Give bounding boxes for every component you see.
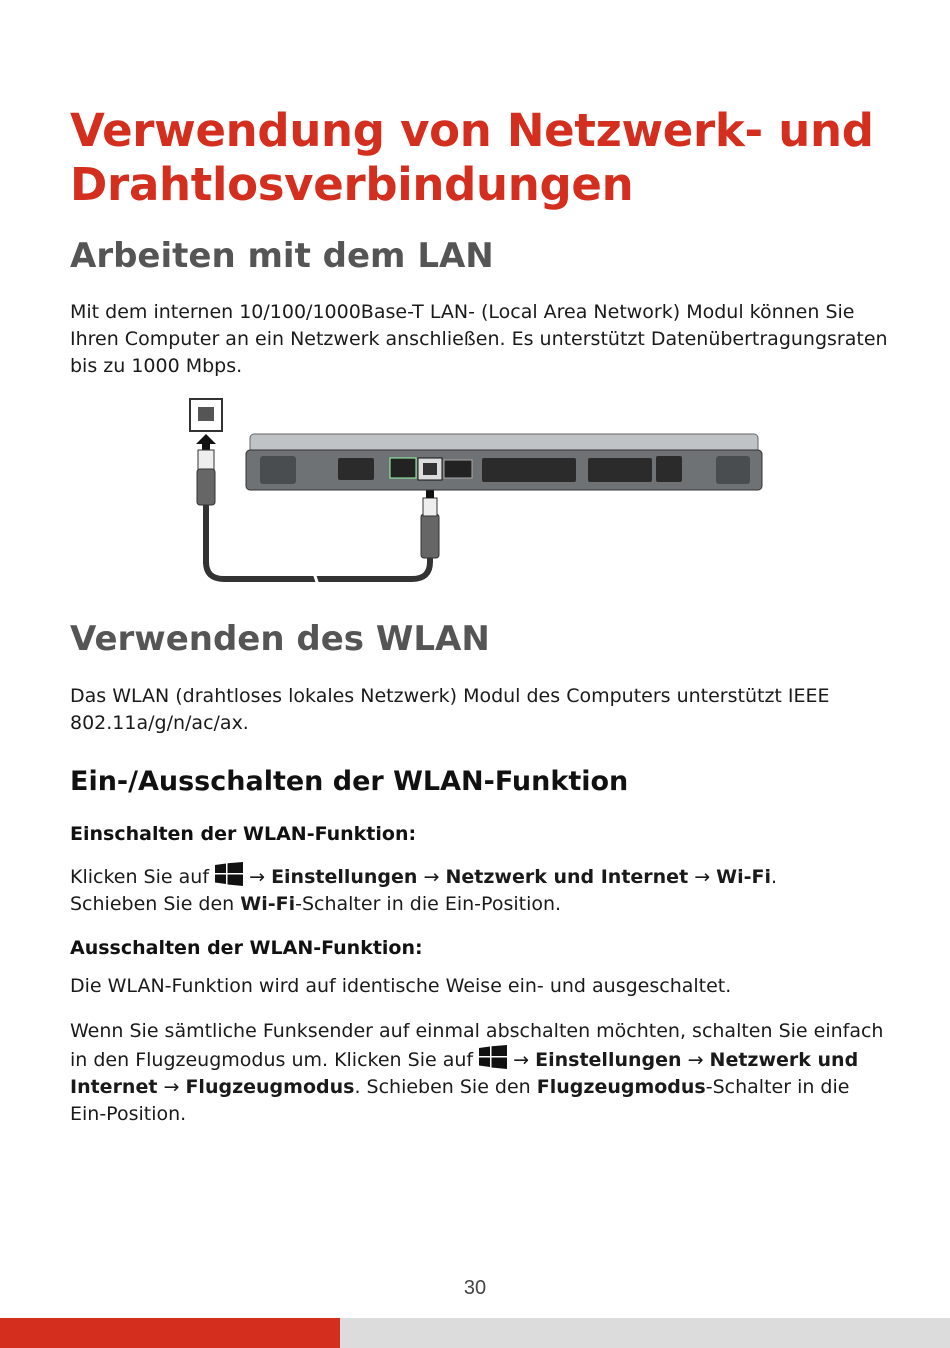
wlan-off-heading: Ausschalten der WLAN-Funktion: — [70, 937, 423, 959]
arrow: → — [163, 1076, 180, 1098]
lan-heading: Arbeiten mit dem LAN — [70, 236, 494, 276]
footer-accent-bar — [0, 1318, 340, 1348]
arrow: → — [694, 866, 711, 888]
page-title: Verwendung von Netzwerk- und Drahtlosverbindungen — [70, 104, 874, 211]
arrow: → — [687, 1049, 704, 1071]
lan-paragraph: Mit dem internen 10/100/1000Base-T LAN- (Local Area Network) Modul können Sie Ihren Computer an ein Netzwerk anschließen. Es unterstützt Datenübertragungsraten bis zu 1000 Mbps. — [70, 301, 888, 377]
wlan-off-paragraph: Die WLAN-Funktion wird auf identische Weise ein- und ausgeschaltet. — [70, 975, 732, 997]
arrow: → — [249, 866, 266, 888]
wlan-on-heading: Einschalten der WLAN-Funktion: — [70, 823, 417, 845]
arrow: → — [423, 866, 440, 888]
wlan-onoff-heading: Ein-/Ausschalten der WLAN-Funktion — [70, 766, 629, 797]
footer-gray-bar — [340, 1318, 950, 1348]
wlan-on-instructions: Klicken Sie auf → Einstellungen → Netzwerk und Internet → Wi-Fi. Schieben Sie den Wi-Fi-Schalter in die Ein-Position. — [70, 862, 890, 918]
airplane-mode-paragraph: Wenn Sie sämtliche Funksender auf einmal abschalten möchten, schalten Sie einfach in den Flugzeugmodus um. Klicken Sie auf → Einstellungen → Netzwerk und Internet → Flugzeugmodus. Schieben Sie den Flugzeugmodus-Schalter in die Ein-Position. — [70, 1020, 884, 1125]
wlan-paragraph: Das WLAN (drahtloses lokales Netzwerk) Modul des Computers unterstützt IEEE 802.11a/g/n/ac/ax. — [70, 685, 830, 734]
wlan-heading: Verwenden des WLAN — [70, 619, 490, 659]
page-number: 30 — [463, 1277, 487, 1299]
arrow: → — [513, 1049, 530, 1071]
windows-start-icon — [479, 1045, 507, 1069]
windows-start-icon — [215, 862, 243, 886]
lan-cable-diagram — [180, 394, 770, 594]
